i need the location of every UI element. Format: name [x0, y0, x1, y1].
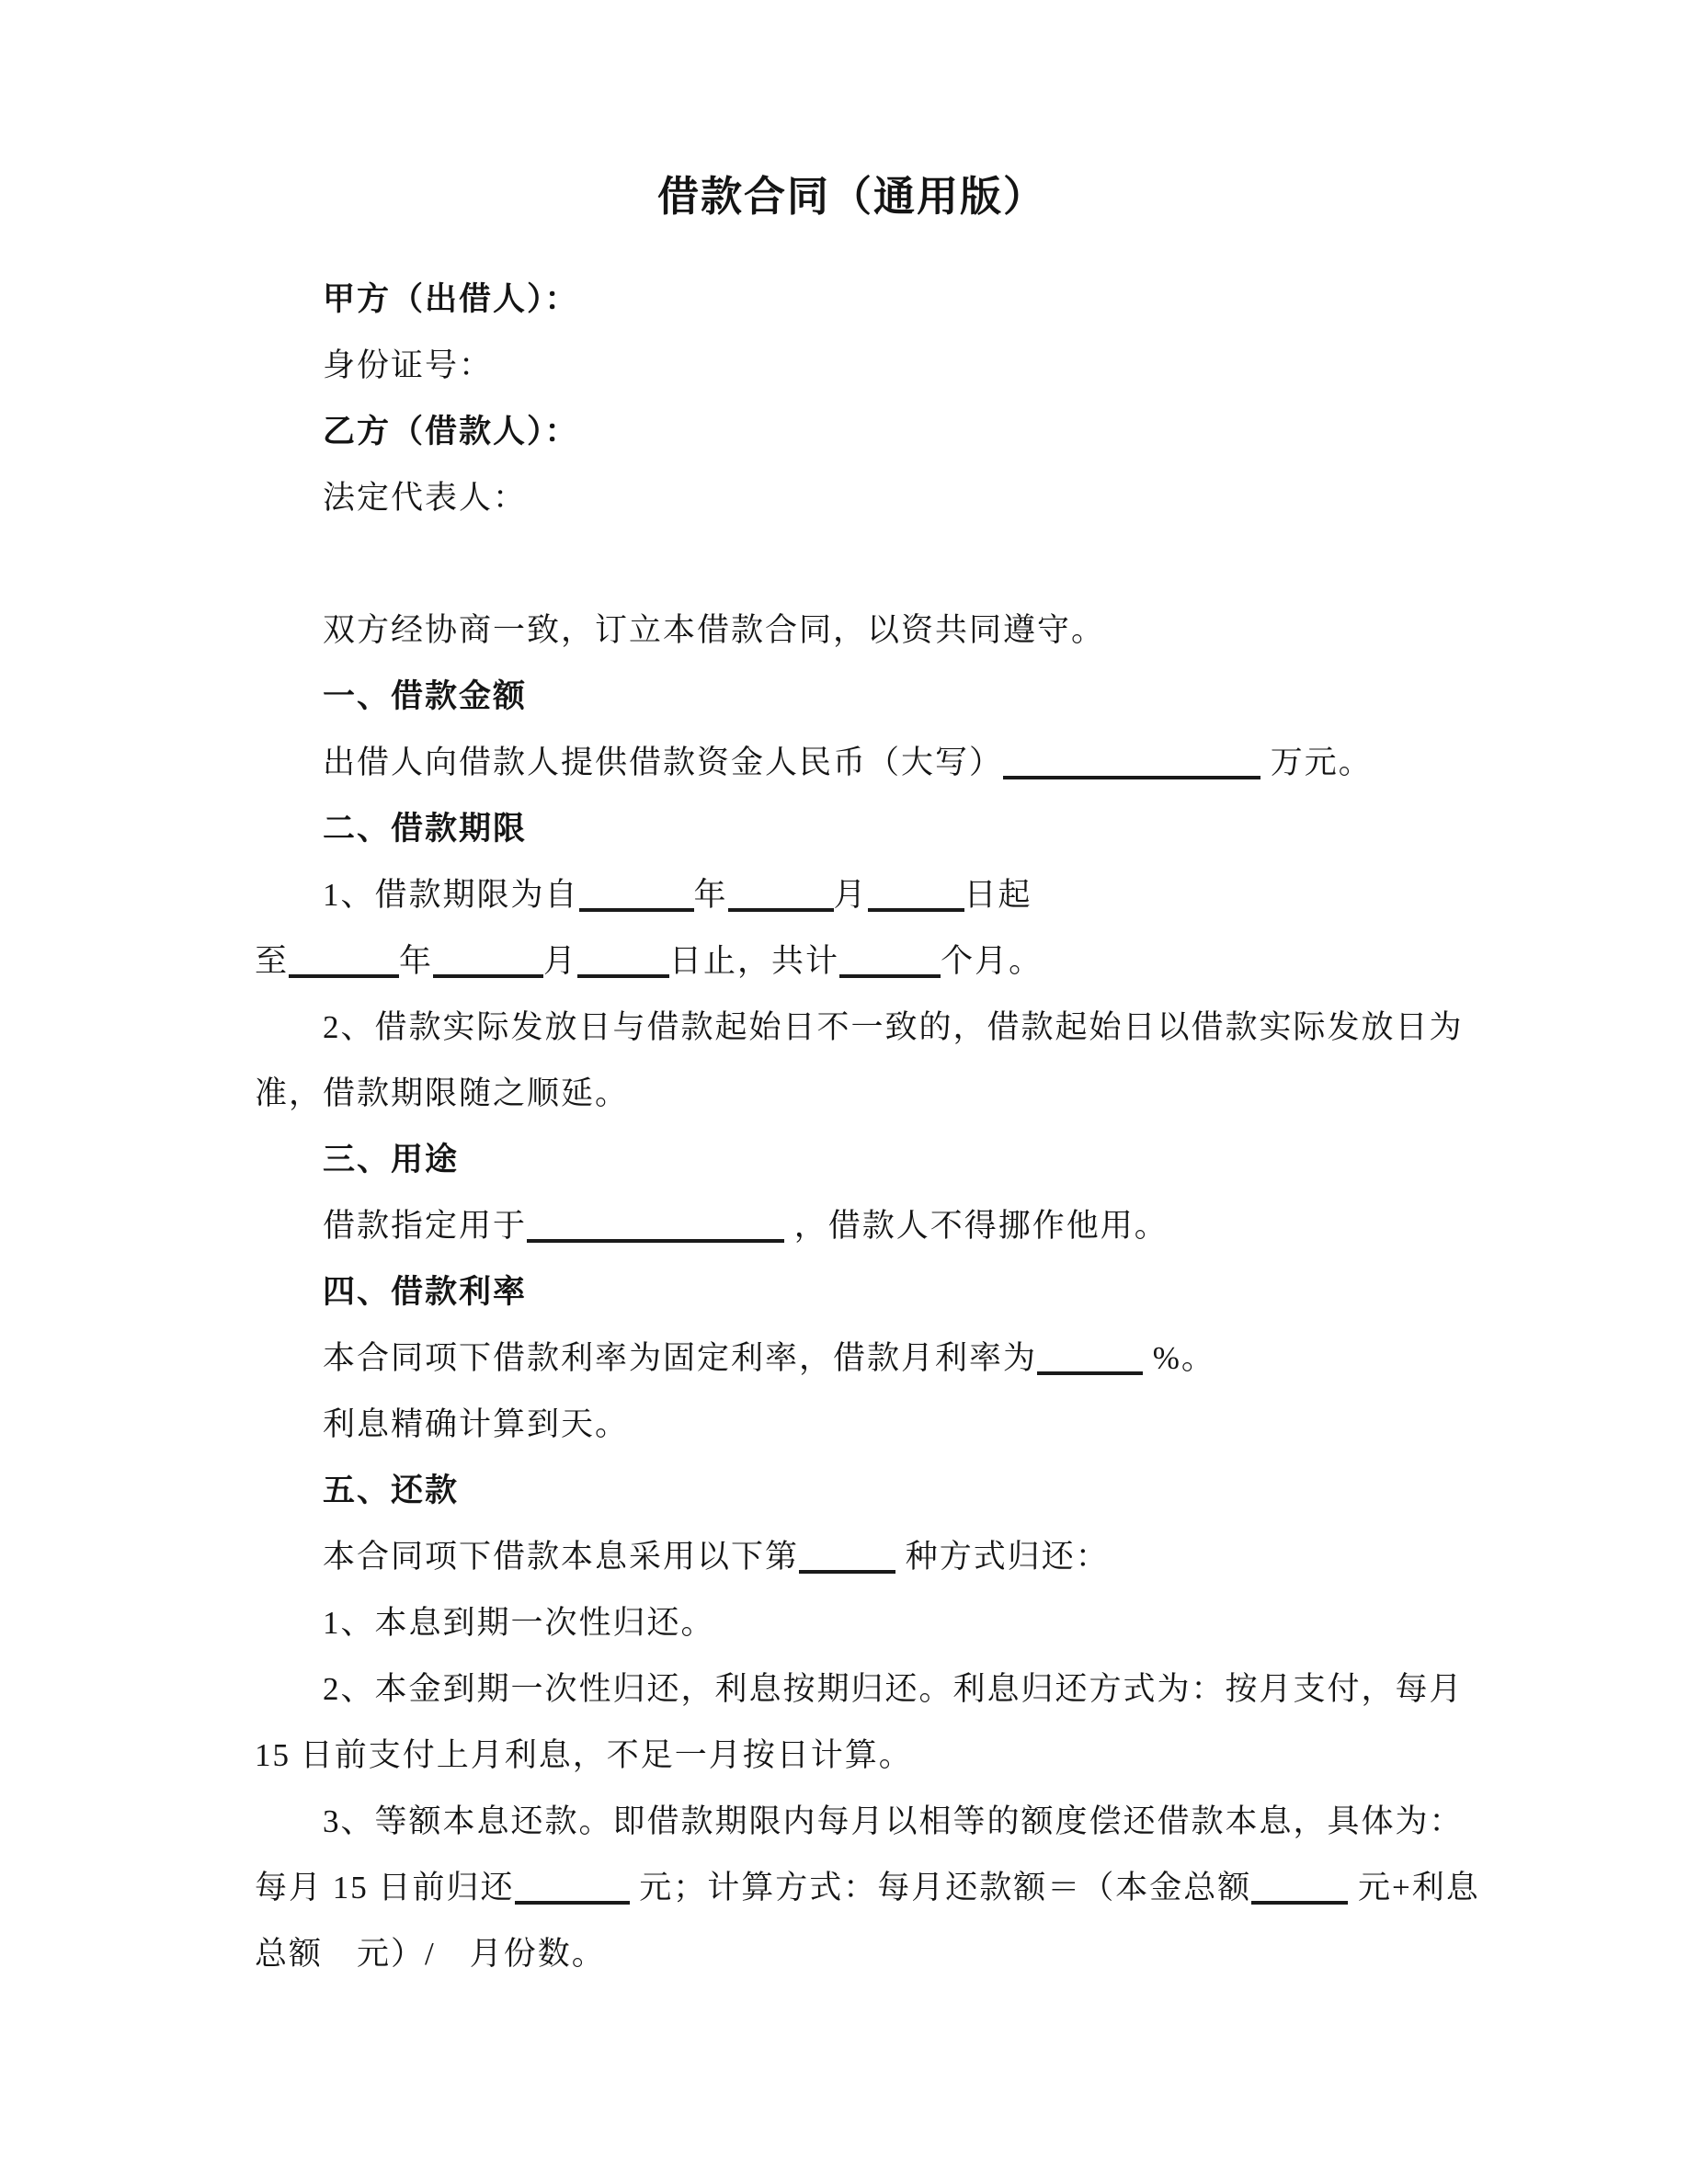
fill-in-blank-underline: [1037, 1337, 1143, 1375]
text-run: 每月 15 日前归还: [255, 1870, 515, 1905]
text-run: 3、等额本息还款。即借款期限内每月以相等的额度偿还借款本息，具体为：: [323, 1803, 1464, 1839]
party-a-id-number: [255, 333, 1449, 399]
text-run: ，借款人不得挪作他用。: [784, 1208, 1169, 1244]
section3-body: [255, 1193, 1449, 1259]
section5-item1: [255, 1590, 1449, 1656]
text-run: 借款指定用于: [323, 1208, 528, 1244]
text-run: 身份证号：: [323, 347, 494, 383]
text-run: 本合同项下借款本息采用以下第: [323, 1539, 800, 1575]
fill-in-blank-underline: [839, 939, 941, 978]
text-run: 总额 元）/ 月份数。: [255, 1936, 606, 1972]
section4-body2: [255, 1392, 1449, 1458]
text-run: 日起: [964, 877, 1032, 913]
section2-item2-line1: [255, 995, 1464, 1061]
text-run: 元+利息: [1348, 1870, 1480, 1905]
section3-heading: [255, 1127, 1449, 1193]
text-run: 乙方（借款人）：: [323, 414, 579, 449]
text-run: 三、用途: [323, 1142, 460, 1177]
text-run: 月: [833, 877, 868, 913]
text-run: 甲方（出借人）：: [323, 281, 579, 317]
text-run: 利息精确计算到天。: [323, 1406, 630, 1442]
fill-in-blank-underline: [868, 873, 964, 912]
text-run: 四、借款利率: [323, 1274, 528, 1310]
blank-spacer-line: [255, 531, 1449, 597]
fill-in-blank-underline: [1003, 741, 1260, 779]
text-run: 准，借款期限随之顺延。: [255, 1075, 630, 1111]
section2-item1-line1: [255, 862, 1449, 928]
text-run: 2、借款实际发放日与借款起始日不一致的，借款起始日以借款实际发放日为: [323, 1009, 1464, 1045]
text-run: 万元。: [1260, 745, 1373, 780]
fill-in-blank-underline: [1251, 1866, 1348, 1905]
text-run: 年: [693, 877, 728, 913]
fill-in-blank-underline: [527, 1204, 784, 1243]
fill-in-blank-underline: [433, 939, 543, 978]
party-b-legal-rep: [255, 465, 1449, 531]
text-run: 种方式归还：: [895, 1539, 1110, 1575]
section4-body1: [255, 1325, 1449, 1392]
fill-in-blank-underline: [579, 873, 694, 912]
document-title: 借款合同（通用版）: [656, 174, 1046, 220]
text-run: 二、借款期限: [323, 811, 528, 847]
section5-item2-line1: [255, 1656, 1464, 1723]
section2-item2-line2: [255, 1061, 1449, 1127]
text-run: 15 日前支付上月利息，不足一月按日计算。: [255, 1737, 913, 1773]
section5-item2-line2: [255, 1723, 1449, 1789]
section5-intro: [255, 1524, 1449, 1590]
text-run: 出借人向借款人提供借款资金人民币（大写）: [323, 745, 1004, 780]
text-run: 日止，共计: [669, 943, 840, 979]
text-run: 1、借款期限为自: [323, 877, 579, 913]
fill-in-blank-underline: [515, 1866, 630, 1905]
fill-in-blank-underline: [799, 1535, 895, 1574]
text-run: 个月。: [941, 943, 1044, 979]
section4-heading: [255, 1259, 1449, 1325]
text-run: %。: [1143, 1340, 1215, 1376]
section2-item1-line2: [255, 928, 1449, 995]
text-run: 2、本金到期一次性归还，利息按期归还。利息归还方式为：按月支付，每月: [323, 1671, 1464, 1707]
text-run: 1、本息到期一次性归还。: [323, 1605, 715, 1641]
text-run: 一、借款金额: [323, 678, 528, 714]
section5-item3-line3: [255, 1921, 1449, 1987]
fill-in-blank-underline: [577, 939, 669, 978]
text-run: 元；计算方式：每月还款额＝（本金总额: [629, 1870, 1252, 1905]
section5-heading: [255, 1458, 1449, 1524]
section1-body: [255, 730, 1449, 796]
section1-heading: [255, 664, 1449, 730]
fill-in-blank-underline: [289, 939, 399, 978]
text-run: 法定代表人：: [323, 480, 528, 516]
section5-item3-line2: [255, 1855, 1480, 1921]
section2-heading: [255, 796, 1449, 862]
text-run: 本合同项下借款利率为固定利率，借款月利率为: [323, 1340, 1038, 1376]
preamble: [255, 597, 1449, 664]
text-run: 至: [255, 943, 290, 979]
text-run: 月: [543, 943, 578, 979]
fill-in-blank-underline: [728, 873, 834, 912]
section5-item3-line1: [255, 1789, 1464, 1855]
text-run: 双方经协商一致，订立本借款合同，以资共同遵守。: [323, 612, 1106, 648]
text-run: 五、还款: [323, 1473, 460, 1508]
party-b-label: [255, 399, 1449, 465]
document-body: [255, 267, 1480, 1987]
text-run: 年: [399, 943, 434, 979]
party-a-label: [255, 267, 1449, 333]
